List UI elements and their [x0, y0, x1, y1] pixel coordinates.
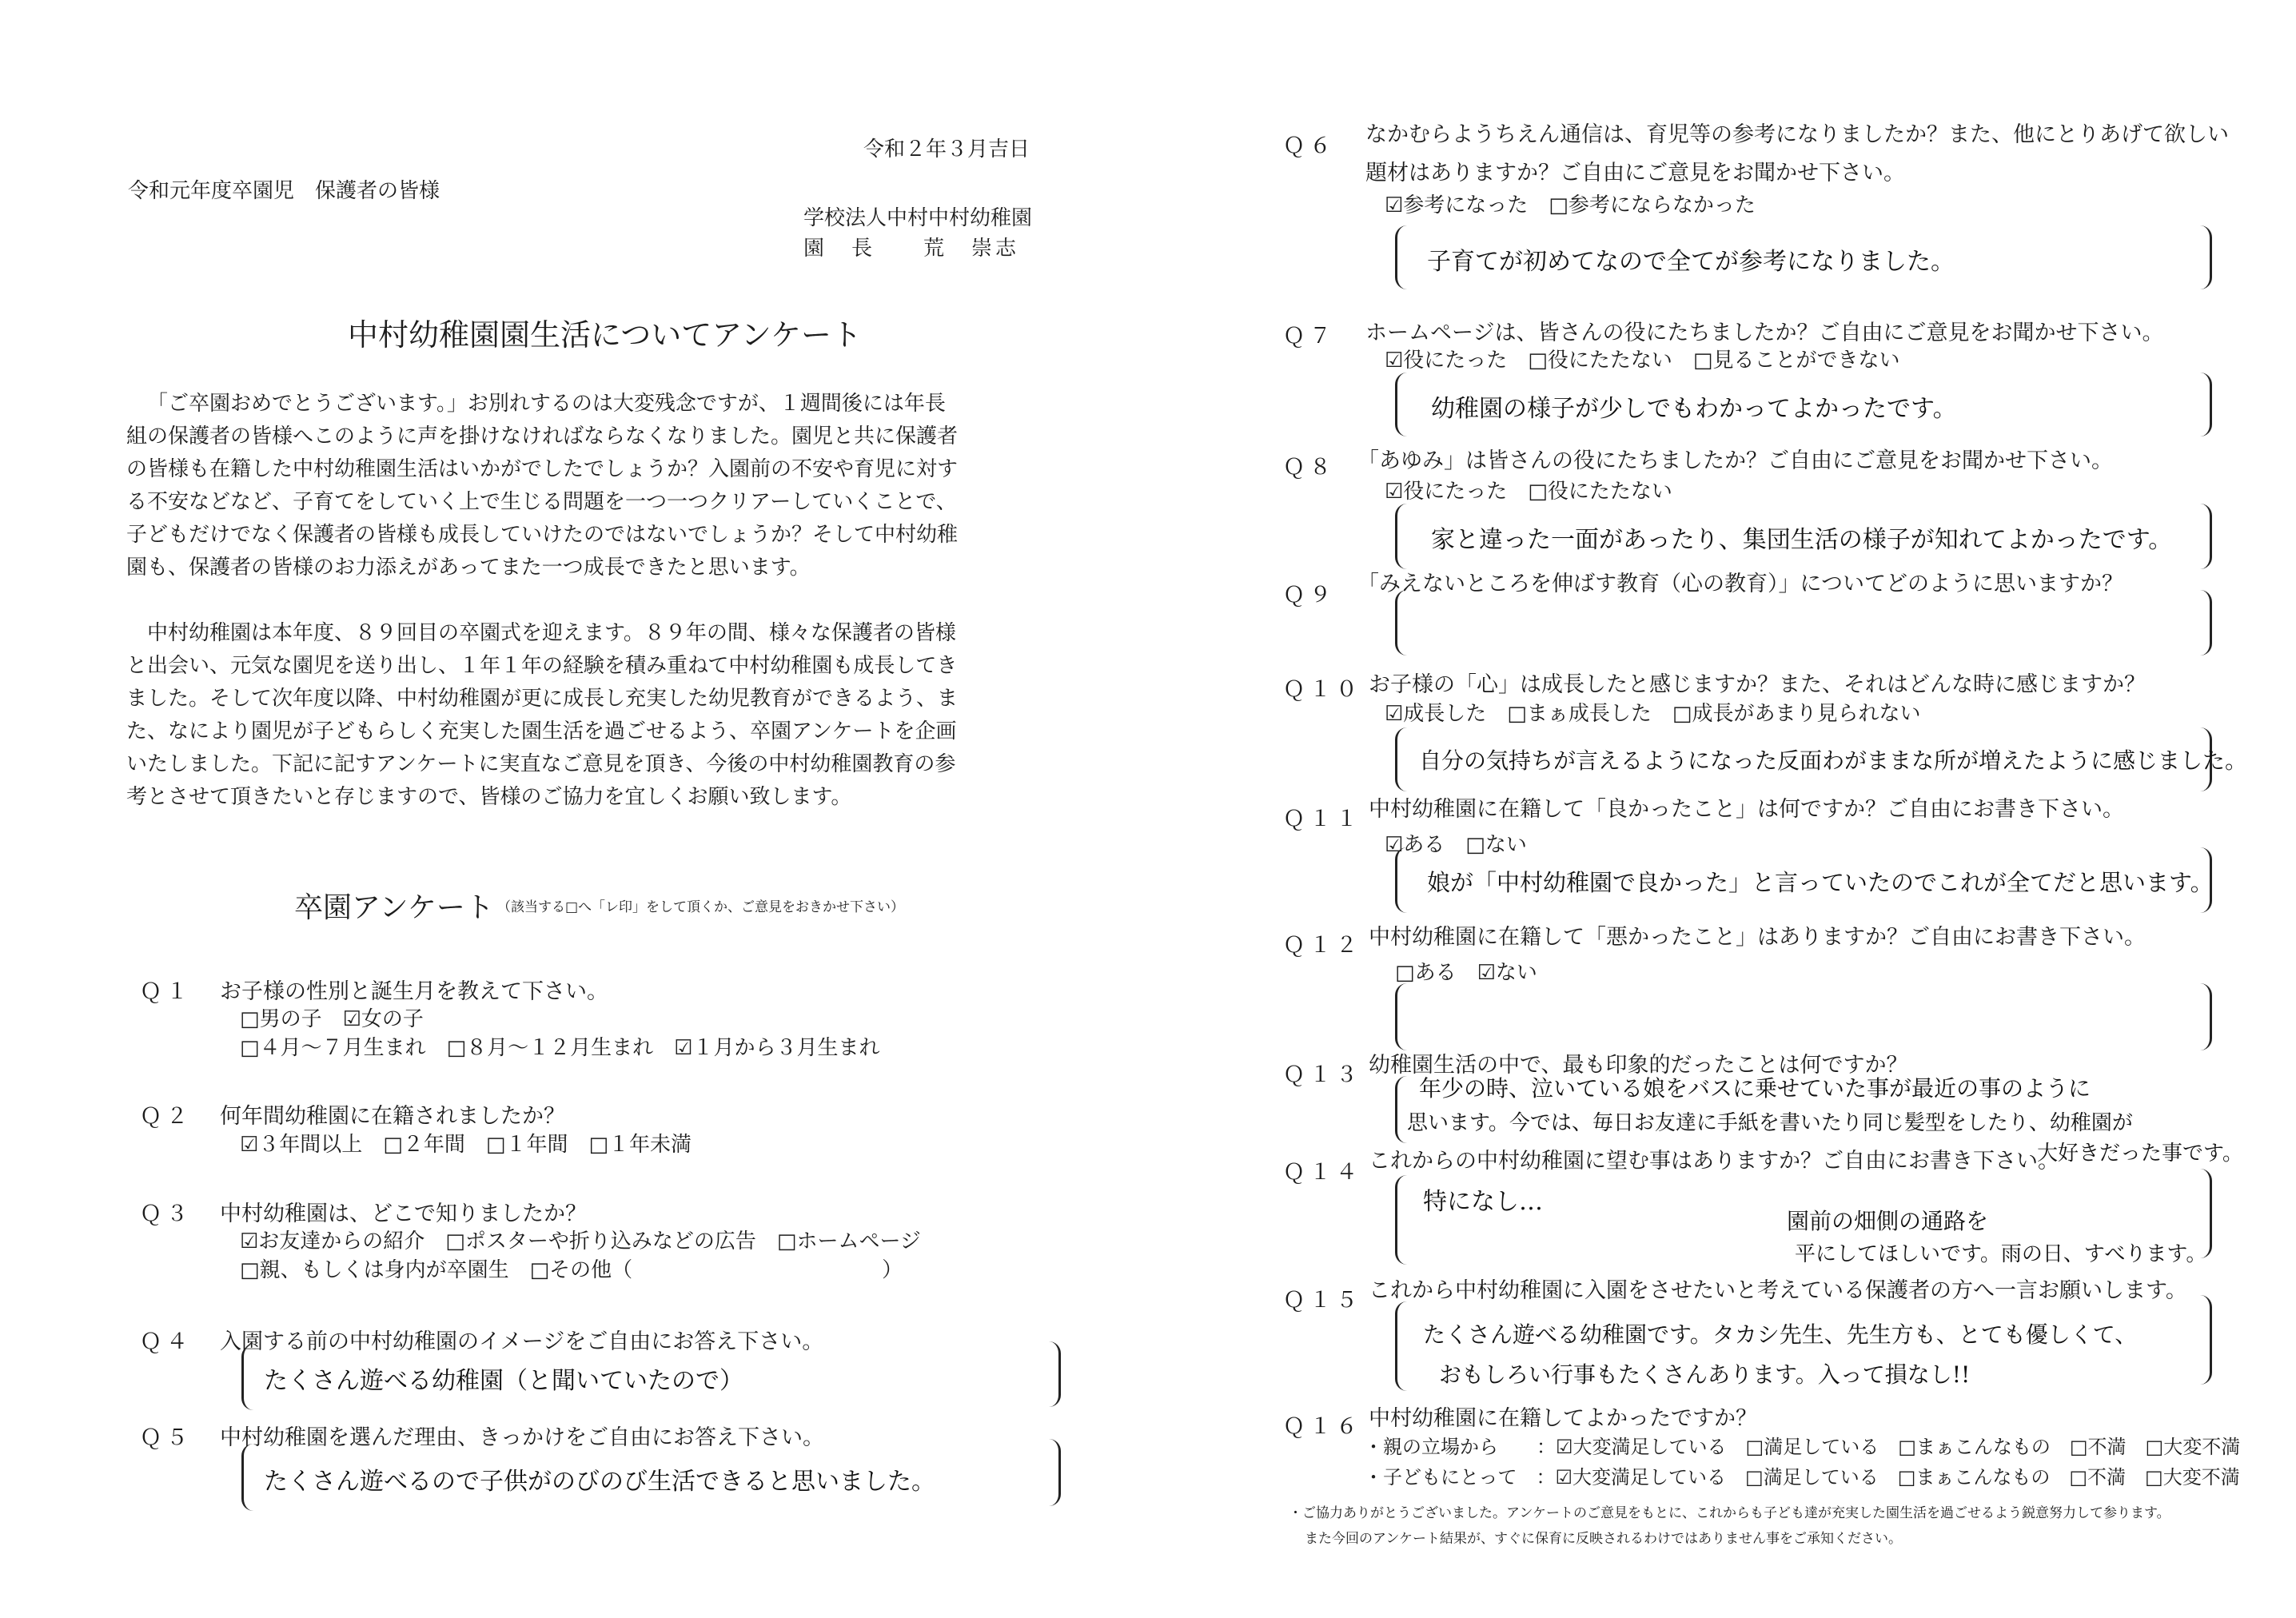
- q8-options[interactable]: ☑役にたった □役にたたない: [1385, 480, 1672, 504]
- q10-label: Ｑ１０: [1283, 677, 1362, 702]
- q4-answer[interactable]: たくさん遊べる幼稚園（と聞いていたので）: [264, 1367, 743, 1395]
- q9-label: Ｑ９: [1283, 583, 1336, 608]
- q9-text: 「みえないところを伸ばす教育（心の教育）」についてどのように思いますか？: [1357, 572, 2123, 596]
- q1-text: お子様の性別と誕生月を教えて下さい。: [220, 979, 608, 1004]
- q9-bracket-left: [1395, 590, 1407, 656]
- intro-paragraph-2: 中村幼稚園は本年度、８９回目の卒園式を迎えます。８９年の間、様々な保護者の皆様と出会い、元気な園児を送り出し、１年１年の経験を積み重ねて中村幼稚園も成長してきました。そして次年度以降、中村幼稚園が更に成長し充実した幼児教育ができるよう、また、なにより園児が子どもらしく充実した園生活を過ごせるよう、卒園アンケートを企画いたしました。下記に記すアンケートに実直なご意見を頂き、今後の中村幼稚園教育の参考とさせて頂きたいと存じますので、皆様のご協力を宜しくお願い致します。: [126, 621, 959, 809]
- q2-text: 何年間幼稚園に在籍されましたか？: [220, 1104, 565, 1129]
- q3-options-2[interactable]: □親、もしくは身内が卒園生 □その他（ ）: [240, 1258, 903, 1282]
- q7-bracket-right: [2200, 373, 2212, 436]
- q16-text: 中村幼稚園に在籍してよかったですか？: [1369, 1406, 1757, 1431]
- q1-options-gender[interactable]: □男の子 ☑女の子: [240, 1007, 424, 1031]
- q6-answer[interactable]: 子育てが初めてなので全てが参考になりました。: [1427, 248, 1955, 276]
- q14-bracket-left: [1395, 1175, 1407, 1265]
- q11-options[interactable]: ☑ある □ない: [1385, 833, 1527, 857]
- q15-answer-line-2[interactable]: おもしろい行事もたくさんあります。入って損なし!!: [1439, 1361, 1971, 1388]
- q5-bracket-left: [241, 1444, 253, 1511]
- q6-bracket-left: [1395, 225, 1407, 289]
- q15-bracket-left: [1395, 1301, 1407, 1391]
- q6-options[interactable]: ☑参考になった □参考にならなかった: [1385, 193, 1756, 217]
- q3-text: 中村幼稚園は、どこで知りましたか？: [220, 1202, 587, 1226]
- footer-notice: また今回のアンケート結果が、すぐに保育に反映されるわけではありません事をご承知ください。: [1305, 1531, 1902, 1547]
- q10-bracket-left: [1395, 727, 1407, 791]
- date: 令和２年３月吉日: [863, 137, 1030, 161]
- q4-bracket-left: [241, 1345, 253, 1410]
- q15-text: これから中村幼稚園に入園をさせたいと考えている保護者の方へ一言お願いします。: [1369, 1278, 2187, 1303]
- q5-text: 中村幼稚園を選んだ理由、きっかけをご自由にお答え下さい。: [220, 1425, 824, 1450]
- survey-title: 卒園アンケート: [294, 891, 494, 924]
- intro-paragraph-1: 「ご卒園おめでとうございます。」お別れするのは大変残念ですが、１週間後には年長組の保護者の皆様へこのように声を掛けなければならなくなりました。園児と共に保護者の皆様も在籍した中村幼稚園生活はいかがでしたでしょうか？入園前の不安や育児に対する不安などなど、子育てをしていく上で生じる問題を一つ一つクリアーしていくことで、子どもだけでなく保護者の皆様も成長していけたのではないでしょうか？そして中村幼稚園も、保護者の皆様のお力添えがあってまた一つ成長できたと思います。: [126, 392, 959, 580]
- q6-text-1: なかむらようちえん通信は、育児等の参考になりましたか？また、他にとりあげて欲しい: [1365, 122, 2229, 147]
- q10-answer[interactable]: 自分の気持ちが言えるようになった反面わがままな所が増えたように感じました。: [1419, 747, 2248, 774]
- q14-answer-line-1[interactable]: 特になし…: [1423, 1188, 1543, 1216]
- q16-child-row[interactable]: ・子どもにとって ：☑大変満足している □満足している □まぁこんなもの □不満 □大変不満: [1364, 1466, 2240, 1488]
- q6-label: Ｑ６: [1283, 134, 1336, 158]
- q8-text: 「あゆみ」は皆さんの役にたちましたか？ご自由にご意見をお聞かせ下さい。: [1357, 448, 2113, 473]
- q3-label: Ｑ３: [140, 1202, 193, 1226]
- q13-answer-line-2[interactable]: 思います。今では、毎日お友達に手紙を書いたり同じ髪型をしたり、幼稚園が: [1407, 1111, 2133, 1135]
- q12-bracket-right: [2200, 983, 2212, 1050]
- q4-bracket-right: [1049, 1341, 1061, 1407]
- q4-text: 入園する前の中村幼稚園のイメージをご自由にお答え下さい。: [220, 1329, 824, 1354]
- q12-text: 中村幼稚園に在籍して「悪かったこと」はありますか？ご自由にお書き下さい。: [1369, 925, 2146, 950]
- principal-name: 園 長 荒 崇志: [803, 237, 1020, 261]
- q2-label: Ｑ２: [140, 1104, 193, 1129]
- q11-bracket-left: [1395, 847, 1407, 913]
- page-title: 中村幼稚園園生活についてアンケート: [348, 317, 862, 353]
- q10-options[interactable]: ☑成長した □まぁ成長した □成長があまり見られない: [1385, 702, 1921, 726]
- q14-label: Ｑ１４: [1283, 1160, 1362, 1185]
- q15-bracket-right: [2200, 1295, 2212, 1385]
- q15-label: Ｑ１５: [1283, 1288, 1362, 1313]
- q11-answer[interactable]: 娘が「中村幼稚園で良かった」と言っていたのでこれが全てだと思います。: [1427, 869, 2214, 896]
- q12-bracket-left: [1395, 983, 1407, 1050]
- q8-answer[interactable]: 家と違った一面があったり、集団生活の様子が知れてよかったです。: [1431, 526, 2173, 554]
- q16-parent-row[interactable]: ・親の立場から ：☑大変満足している □満足している □まぁこんなもの □不満 □大変不満: [1364, 1436, 2241, 1458]
- q6-text-2: 題材はありますか？ご自由にご意見をお聞かせ下さい。: [1365, 161, 1905, 185]
- q7-answer[interactable]: 幼稚園の様子が少しでもわかってよかったです。: [1431, 395, 1957, 423]
- footer-thanks: ・ご協力ありがとうございました。アンケートのご意見をもとに、これからも子ども達が充実した園生活を過ごせるよう鋭意努力して参ります。: [1289, 1505, 2170, 1521]
- q11-label: Ｑ１１: [1283, 807, 1362, 831]
- q6-bracket-right: [2200, 225, 2212, 289]
- q8-label: Ｑ８: [1283, 455, 1336, 480]
- q9-bracket-right: [2200, 590, 2212, 656]
- q1-options-birth-month[interactable]: □４月～７月生まれ □８月～１２月生まれ ☑１月から３月生まれ: [240, 1036, 880, 1060]
- q12-label: Ｑ１２: [1283, 933, 1362, 958]
- q8-bracket-right: [2200, 504, 2212, 569]
- q4-label: Ｑ４: [140, 1329, 193, 1354]
- q15-answer-line-1[interactable]: たくさん遊べる幼稚園です。タカシ先生、先生方も、とても優しくて、: [1423, 1321, 2138, 1348]
- q7-options[interactable]: ☑役にたった □役にたたない □見ることができない: [1385, 349, 1900, 373]
- q7-label: Ｑ７: [1283, 324, 1336, 349]
- q10-text: お子様の「心」は成長したと感じますか？また、それはどんな時に感じますか？: [1369, 672, 2146, 697]
- q14-answer-line-2[interactable]: 園前の畑側の通路を: [1787, 1208, 1989, 1234]
- q14-text: これからの中村幼稚園に望む事はありますか？ご自由にお書き下さい。: [1369, 1149, 2059, 1174]
- q3-options-1[interactable]: ☑お友達からの紹介 □ポスターや折り込みなどの広告 □ホームページ: [240, 1229, 921, 1253]
- q13-label: Ｑ１３: [1283, 1062, 1362, 1087]
- school-name: 学校法人中村中村幼稚園: [803, 206, 1033, 230]
- q13-answer-line-1[interactable]: 年少の時、泣いている娘をバスに乗せていた事が最近の事のように: [1419, 1075, 2091, 1102]
- q1-label: Ｑ１: [140, 979, 193, 1004]
- q8-bracket-left: [1395, 504, 1407, 569]
- q5-answer[interactable]: たくさん遊べるので子供がのびのび生活できると思いました。: [264, 1468, 935, 1496]
- q2-options[interactable]: ☑３年間以上 □２年間 □１年間 □１年未満: [240, 1133, 692, 1157]
- q13-bracket-left: [1395, 1076, 1407, 1143]
- q5-label: Ｑ５: [140, 1425, 193, 1450]
- survey-instruction: （該当する□へ「レ印」をして頂くか、ご意見をおきかせ下さい）: [497, 899, 905, 915]
- q14-answer-line-3[interactable]: 平にしてほしいです。雨の日、すべります。: [1795, 1242, 2207, 1266]
- q7-text: ホームページは、皆さんの役にたちましたか？ご自由にご意見をお聞かせ下さい。: [1365, 321, 2164, 345]
- q5-bracket-right: [1049, 1439, 1061, 1506]
- q16-label: Ｑ１６: [1283, 1414, 1362, 1439]
- q11-text: 中村幼稚園に在籍して「良かったこと」は何ですか？ご自由にお書き下さい。: [1369, 797, 2124, 822]
- q12-options[interactable]: □ある ☑ない: [1395, 961, 1537, 985]
- q7-bracket-left: [1395, 373, 1407, 436]
- addressee: 令和元年度卒園児 保護者の皆様: [128, 179, 440, 203]
- q13-text: 幼稚園生活の中で、最も印象的だったことは何ですか？: [1369, 1053, 1908, 1078]
- q13-answer-line-3[interactable]: 大好きだった事です。: [2037, 1142, 2243, 1166]
